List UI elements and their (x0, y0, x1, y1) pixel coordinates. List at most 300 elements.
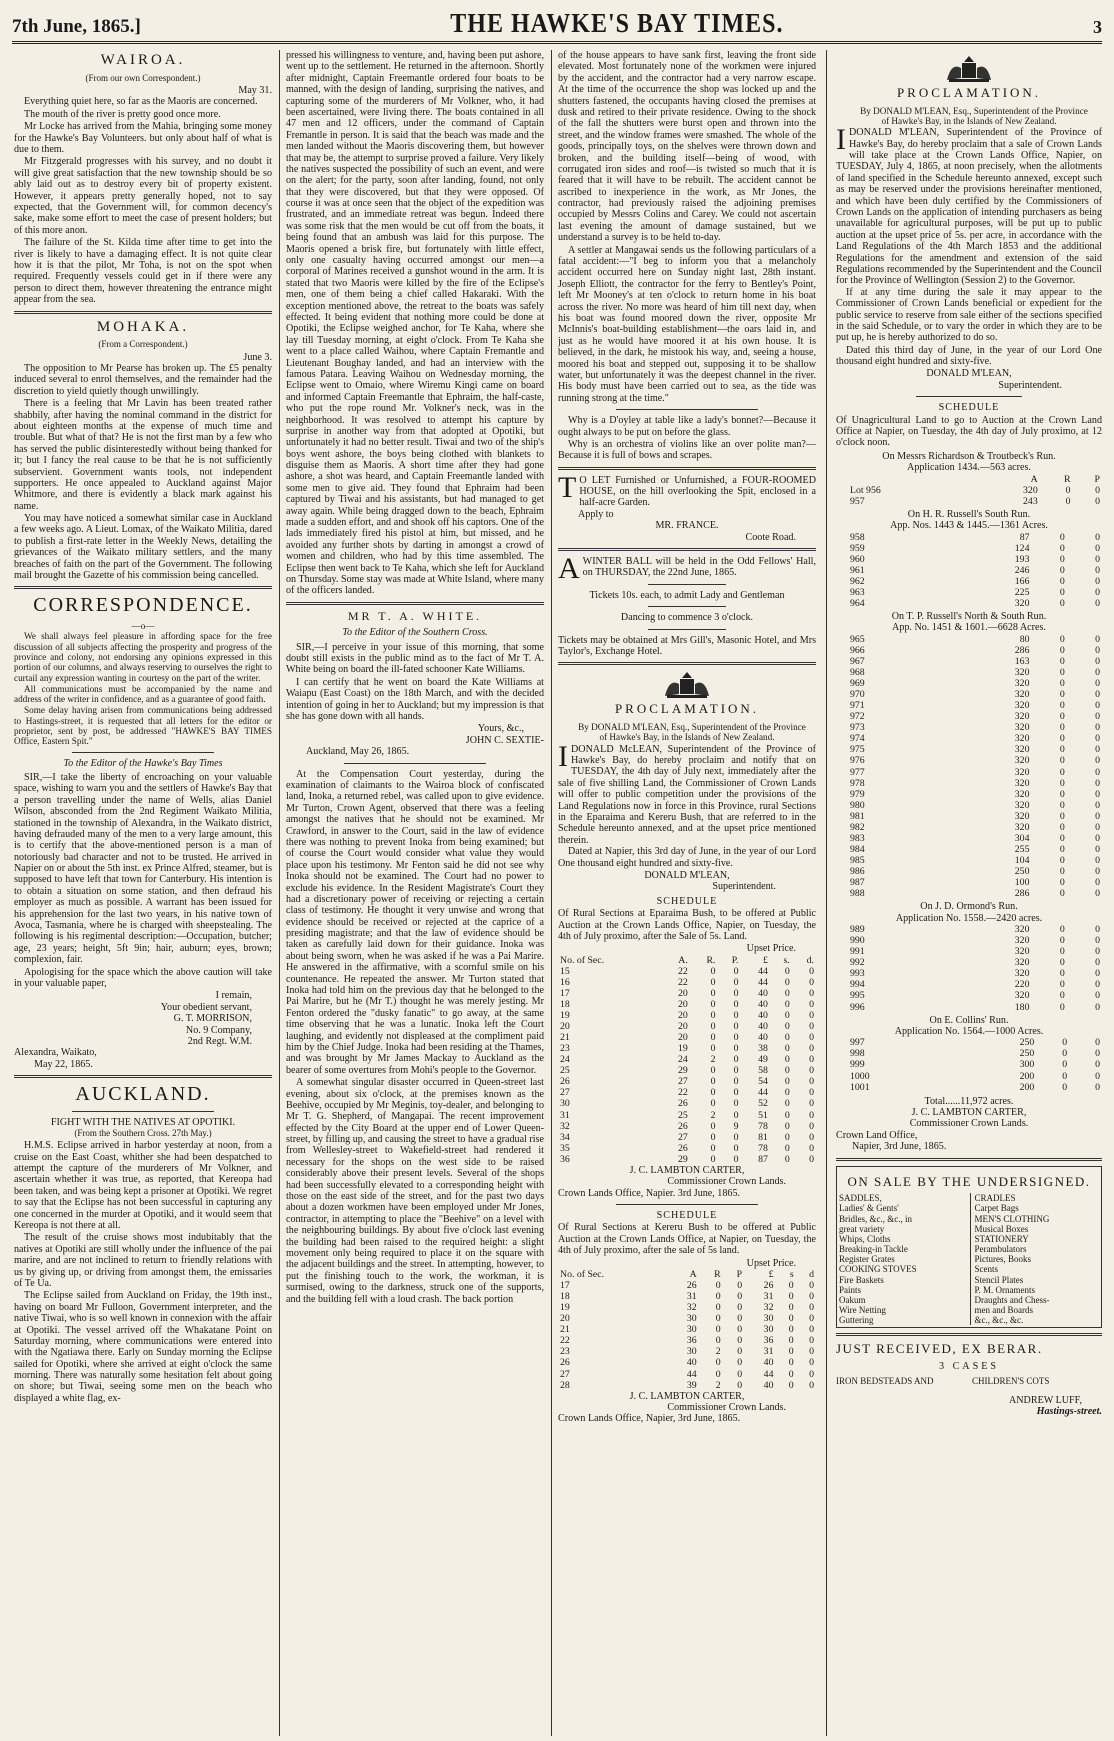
table-cell: 320 (1014, 946, 1030, 958)
fight-heading: FIGHT WITH THE NATIVES AT OPOTIKI. (50, 1116, 236, 1128)
table-cell: 0 (1059, 935, 1065, 947)
divider (616, 409, 758, 410)
table-cell: 40 (758, 987, 768, 999)
table-cell: 0 (710, 965, 716, 977)
table-cell: 26 (678, 1098, 688, 1110)
table-row (558, 1043, 816, 1054)
table-cell: 19 (560, 1009, 570, 1021)
table-cell: 28 (560, 1379, 570, 1391)
table-cell: 0 (784, 1098, 790, 1110)
table-cell: 0 (1059, 777, 1065, 789)
table-cell: 0 (1059, 877, 1065, 889)
white-date: Auckland, May 26, 1865. (306, 746, 410, 758)
signoff-line: Your obedient servant, (160, 1001, 252, 1013)
table-cell: 0 (1095, 924, 1100, 936)
table-cell: 0 (809, 976, 814, 988)
table-cell: 24 (678, 1054, 688, 1066)
table-cell: 26 (763, 1280, 774, 1292)
table-row (836, 957, 1102, 968)
table-cell: 0 (809, 1142, 814, 1154)
column-4 (836, 50, 1102, 1736)
column-header: No. of Sec. (560, 1268, 605, 1280)
table-cell: 225 (1014, 586, 1030, 598)
table-cell: 36 (686, 1335, 697, 1347)
drop-capital: I (836, 123, 846, 157)
table-cell: 0 (788, 1346, 794, 1358)
divider (836, 1333, 1102, 1336)
table-cell: 36 (560, 1153, 570, 1165)
table-cell: 30 (763, 1313, 774, 1325)
table-row (558, 1065, 816, 1076)
run-lots-table (836, 924, 1102, 1013)
run-lots-table (836, 474, 1102, 507)
table-cell: 250 (1019, 1048, 1035, 1060)
table-cell: 966 (850, 644, 865, 656)
table-cell: 0 (1059, 979, 1065, 991)
table-cell: 0 (1095, 843, 1100, 855)
royal-crest-icon (661, 670, 713, 700)
table-cell: 31 (763, 1291, 774, 1303)
table-row (836, 1082, 1102, 1093)
royal-crest-icon (943, 54, 995, 84)
table-row (836, 789, 1102, 800)
table-cell: 0 (1059, 711, 1065, 723)
table-cell: 2 (715, 1379, 721, 1391)
table-cell: 320 (1014, 924, 1030, 936)
fight-source: (From the Southern Cross. 27th May.) (74, 1128, 212, 1139)
table-row (836, 744, 1102, 755)
advert-apply: Apply to (578, 508, 614, 520)
table-cell: 2 (710, 1109, 716, 1121)
divider (558, 662, 816, 665)
sale-item: Perambulators (974, 1244, 1027, 1255)
column-header: d. (806, 954, 814, 966)
table-cell: 0 (1059, 733, 1065, 745)
run-application: Application 1434.—563 acres. (907, 462, 1031, 474)
table-cell: 166 (1014, 575, 1030, 587)
table-cell: 0 (784, 1076, 790, 1088)
table-cell: 0 (710, 1009, 716, 1021)
paragraph: I can certify that he went on board the Kate Williams at Waiapu (East Coast) on the 18th March, and with the decided intention of going in her to Auckland; but my impression is that she has gone down with all hands. (286, 676, 544, 723)
table-row (836, 778, 1102, 789)
paragraph: Everything quiet here, so far as the Maoris are concerned. (24, 96, 258, 108)
table-cell: 0 (788, 1324, 794, 1336)
table-cell: 0 (737, 1346, 743, 1358)
table-row (558, 1021, 816, 1032)
just-received-advert (836, 1342, 1102, 1417)
table-cell: 0 (784, 1142, 790, 1154)
table-row (558, 1280, 816, 1291)
table-cell: 0 (733, 1076, 739, 1088)
table-cell: 0 (733, 998, 739, 1010)
table-cell: 0 (737, 1324, 743, 1336)
issue-date: 7th June, 1865.] (12, 16, 141, 37)
paragraph: You may have noticed a somewhat similar case in Auckland a few weeks ago. A Lieut. Lomax, of the Waikato Militia, dared to publish a first-rate letter in the Weekly News, detailing the grievances of the Waikato military settlers, and the many breaches of faith on the part of the Government. The following mail brought the Gazette of his commission being cancelled. (14, 513, 272, 582)
table-cell: 0 (733, 1098, 739, 1110)
schedule-signature: J. C. LAMBTON CARTER, (629, 1390, 745, 1402)
table-cell: 0 (1095, 788, 1100, 800)
signoff-line: I remain, (215, 990, 252, 1002)
table-cell: 0 (1059, 531, 1065, 543)
divider (836, 1158, 1102, 1161)
table-row (836, 866, 1102, 877)
schedule-office: Crown Lands Office, Napier. 3rd June, 1865. (558, 1187, 741, 1199)
table-cell: 0 (733, 1087, 739, 1099)
table-cell: 0 (1095, 810, 1100, 822)
table-cell: 40 (758, 998, 768, 1010)
table-row (558, 1087, 816, 1098)
table-cell: 0 (1059, 968, 1065, 980)
table-cell: 0 (1095, 888, 1100, 900)
table-cell: 320 (1014, 722, 1030, 734)
table-cell: 17 (560, 987, 570, 999)
divider (616, 1204, 758, 1205)
sale-item: Draughts and Chess- (974, 1294, 1050, 1305)
paragraph: A settler at Mangawai sends us the following particulars of a fatal accident:—"I beg to inform you that a melancholy accident occurred here on Sunday night last, 28th instant. Joseph Elliott, the contractor for the ferry to Bentley's Point, left Mr Mooney's at ten o'clock to return home in his boat across the river. No more was heard of him till next day, when his boat was found moored down the river, opposite Mr McInnis's boat-building establishment—the oars laid in, and just as he would have moored it at his own house. It is believed, in the dark, he mistook his way, and, seeing a house, moored his boat and stepped out, supposing it to be shallow water, but unfortunately it was the deepest channel in the river. His body must have been carried out to sea, as the tide was running strong at the time." (558, 244, 816, 404)
table-cell: 0 (788, 1357, 794, 1369)
table-cell: 0 (784, 965, 790, 977)
table-cell: 20 (560, 1021, 570, 1033)
column-header: P (736, 1268, 743, 1280)
proclamation-signature: DONALD M'LEAN, (926, 368, 1012, 380)
table-cell: 304 (1014, 832, 1030, 844)
table-cell: 0 (784, 1054, 790, 1066)
table-cell: 0 (1059, 744, 1065, 756)
table-cell: 100 (1014, 877, 1030, 889)
table-cell: 18 (560, 1291, 570, 1303)
winter-ball-advert (558, 552, 816, 657)
table-cell: 963 (850, 586, 865, 598)
table-cell: 962 (850, 575, 865, 587)
table-row (836, 543, 1102, 554)
table-cell: 200 (1019, 1070, 1035, 1082)
table-row (836, 667, 1102, 678)
column-header: d (809, 1268, 814, 1280)
table-cell: 26 (560, 1076, 570, 1088)
table-cell: 19 (678, 1043, 688, 1055)
letter-place: Alexandra, Waikato, (14, 1047, 97, 1059)
table-cell: 320 (1014, 689, 1030, 701)
table-cell: 19 (560, 1302, 570, 1314)
table-row (558, 1313, 816, 1324)
sale-item: great variety (839, 1223, 885, 1234)
table-cell: 0 (715, 1291, 721, 1303)
column-rule (826, 50, 827, 1736)
table-cell: 16 (560, 976, 570, 988)
divider (72, 1111, 214, 1112)
sale-item: Pictures, Books (974, 1254, 1032, 1265)
table-cell: 320 (1014, 744, 1030, 756)
table-cell: 993 (850, 968, 865, 980)
table-cell: 991 (850, 946, 865, 958)
ornament: —o— (131, 621, 155, 632)
signoff-line: No. 9 Company, (185, 1024, 252, 1036)
kereru-schedule-table (558, 1269, 816, 1391)
column-2 (286, 50, 544, 1736)
sale-item: SADDLES, (839, 1193, 882, 1204)
table-cell: 0 (710, 1076, 716, 1088)
divider (14, 1075, 272, 1078)
table-cell: 0 (733, 1131, 739, 1143)
table-cell: 0 (809, 987, 814, 999)
table-row (558, 1357, 816, 1368)
proclamation-heading: PROCLAMATION. (896, 85, 1042, 100)
table-cell: 0 (1095, 968, 1100, 980)
run-name: On Messrs Richardson & Troutbeck's Run. (882, 450, 1056, 462)
table-row (558, 1010, 816, 1021)
table-cell: 23 (560, 1043, 570, 1055)
table-cell: 0 (1095, 700, 1100, 712)
table-cell: 220 (1014, 979, 1030, 991)
table-cell: 51 (758, 1109, 768, 1121)
table-cell: 52 (758, 1098, 768, 1110)
sale-item: P. M. Ornaments (974, 1284, 1035, 1295)
table-cell: 976 (850, 755, 865, 767)
sale-item: Fire Baskets (839, 1274, 884, 1285)
table-row (836, 576, 1102, 587)
table-cell: 983 (850, 832, 865, 844)
table-cell: 87 (1019, 531, 1030, 543)
table-cell: 32 (560, 1120, 570, 1132)
table-cell: 979 (850, 788, 865, 800)
table-row (558, 999, 816, 1010)
table-cell: 104 (1014, 855, 1030, 867)
table-cell: 964 (850, 597, 865, 609)
schedule-office: Crown Land Office, (836, 1129, 918, 1141)
table-cell: 980 (850, 799, 865, 811)
table-cell: 0 (1059, 855, 1065, 867)
table-cell: 965 (850, 633, 865, 645)
table-cell: 0 (1062, 1037, 1068, 1049)
table-cell: 0 (1095, 877, 1100, 889)
table-cell: 40 (763, 1357, 774, 1369)
sale-item: Register Grates (839, 1254, 895, 1265)
table-cell: 54 (758, 1076, 768, 1088)
table-cell: 286 (1014, 888, 1030, 900)
table-cell: 0 (1095, 711, 1100, 723)
table-cell: 0 (1095, 586, 1100, 598)
table-cell: 20 (678, 1021, 688, 1033)
paragraph: The opposition to Mr Pearse has broken up. The £5 penalty induced several to enrol themselves, and the remainder had the discretion to yield quietly though unwillingly. (14, 363, 272, 397)
notice-paragraph: We shall always feel pleasure in affording space for the free discussion of all subjects affecting the prosperity and progress of the province and colony, not endorsing any opinions expressed in this portion of our columns, and always reserving to ourselves the right to curtail any expression wanting in courtesy on the part of the writer. (14, 631, 272, 683)
table-row (836, 634, 1102, 645)
table-cell: 200 (1019, 1081, 1035, 1093)
newspaper-title: THE HAWKE'S BAY TIMES. (450, 8, 784, 39)
table-row (836, 1071, 1102, 1082)
paragraph: SIR,—I perceive in your issue of this morning, that some doubt still exists in the public mind as to the fact of Mr T. A. White being on board the ill-fated schooner Kate Williams. (286, 641, 544, 676)
table-cell: 0 (1095, 564, 1100, 576)
table-row (558, 1132, 816, 1143)
table-cell: 0 (710, 987, 716, 999)
sale-item: COOKING STOVES (839, 1264, 917, 1275)
table-cell: 1000 (850, 1070, 870, 1082)
table-cell: 0 (1059, 888, 1065, 900)
table-row (836, 877, 1102, 888)
table-cell: 87 (758, 1153, 768, 1165)
on-sale-heading: ON SALE BY THE UNDERSIGNED. (847, 1173, 1091, 1189)
table-cell: 0 (710, 1098, 716, 1110)
table-cell: 0 (1095, 722, 1100, 734)
table-row (836, 656, 1102, 667)
table-cell: 24 (560, 1054, 570, 1066)
column-3 (558, 50, 816, 1736)
table-row (836, 1059, 1102, 1070)
table-cell: 0 (733, 965, 739, 977)
table-cell: 0 (1095, 957, 1100, 969)
table-cell: 958 (850, 531, 865, 543)
schedule-heading: SCHEDULE (938, 402, 1000, 414)
table-cell: 0 (784, 1009, 790, 1021)
table-cell: 0 (1095, 531, 1100, 543)
table-cell: 0 (1095, 766, 1100, 778)
table-cell: 320 (1014, 711, 1030, 723)
paragraph: SIR,—I take the liberty of encroaching on your valuable space, wishing to warn you and the settlers of Hawke's Bay that a person travelling under the name of Wells, alias Daniel Wilson, absconded from the 2nd Regiment Waikato Militia, stationed in the township of Alexandra, in the Waikato district, having defrauded many of the men to a very large amount, this is to certify that the above-mentioned person is a man of notoriously bad character and not to be trusted. He arrived in Napier on or about the 5th inst. ex Prince Alfred, steamer, but is supposed to have left that town for Canterbury. His intention is to obtain a situation on some station, and then defraud his employer as much as possible. A warrant has been issued for his apprehension for the last two years, in his native town of Avoca, Tasmania, where he is charged with sheepstealing. The following is his regimental description:—Occupation, butcher; age, 23 years; height, 5ft 9in; hair, auburn; eyes, brown; complexion, fair. (14, 771, 272, 966)
table-cell: 0 (1059, 553, 1065, 565)
table-cell: 0 (1059, 597, 1065, 609)
table-cell: 0 (1095, 689, 1100, 701)
table-cell: 0 (1059, 722, 1065, 734)
table-row (836, 924, 1102, 935)
paragraph: The failure of the St. Kilda time after time to get into the river is likely to have a damaging effect. It is not quite clear how it is that the pilot, Mr Toha, is not on the spot when required. Frequently vessels could get in if there were any person to direct them, however threatening the entrance might appear from the sea. (14, 237, 272, 306)
table-cell: 0 (809, 998, 814, 1010)
table-cell: 0 (1059, 1001, 1065, 1013)
table-cell: 0 (1095, 821, 1100, 833)
proclamation-dated: Dated this third day of June, in the year of our Lord One thousand eight hundred and sixty-five. (836, 344, 1102, 368)
table-cell: 997 (850, 1037, 865, 1049)
table-cell: 0 (1095, 866, 1100, 878)
paragraph: If at any time during the sale it may appear to the Commissioner of Crown Lands beneficial or expedient for the public service to reserve from sale either of the sections specified in the said Schedule, or to vary the order in which they are to be put up, he is hereby authorized to do so. (836, 286, 1102, 344)
table-cell: 0 (809, 1065, 814, 1077)
column-header: £ (762, 954, 768, 966)
divider (558, 548, 816, 551)
table-cell: 0 (1095, 832, 1100, 844)
drop-capital: A (558, 552, 580, 586)
mohaka-date: June 3. (243, 351, 272, 363)
proclamation-title: Superintendent. (998, 379, 1062, 391)
table-cell: 44 (763, 1368, 774, 1380)
table-cell: 0 (809, 1043, 814, 1055)
schedule-description: Of Rural Sections at Eparaima Bush, to be offered at Public Auction at the Crown Lands Office, Napier, on Tuesday, the 4th of July proximo, after the Sale of 5s. Land. (558, 908, 816, 942)
table-cell: 0 (710, 1153, 716, 1165)
table-cell: 0 (1095, 1081, 1100, 1093)
table-cell: 0 (733, 1021, 739, 1033)
table-cell: 0 (1059, 655, 1065, 667)
table-cell: 0 (1095, 1048, 1100, 1060)
table-cell: 0 (809, 1368, 814, 1380)
letter-date: May 22, 1865. (34, 1058, 93, 1070)
table-cell: 999 (850, 1059, 865, 1071)
table-cell: 31 (763, 1346, 774, 1358)
table-cell: 0 (737, 1302, 743, 1314)
table-cell: 0 (809, 1021, 814, 1033)
schedule-title: Commissioner Crown Lands. (909, 1118, 1029, 1130)
sale-item: Bridles, &c., &c., in (839, 1213, 912, 1224)
drop-capital: T (558, 470, 577, 504)
table-cell: 0 (784, 987, 790, 999)
table-cell: 20 (560, 1313, 570, 1325)
table-row (836, 1002, 1102, 1013)
table-cell: 0 (788, 1368, 794, 1380)
table-cell: 1001 (850, 1081, 870, 1093)
sale-item: MEN'S CLOTHING (974, 1213, 1050, 1224)
table-cell: 22 (678, 965, 688, 977)
table-cell: 0 (1059, 575, 1065, 587)
table-cell: 973 (850, 722, 865, 734)
schedule-total: Total......11,972 acres. (924, 1095, 1014, 1107)
table-cell: 320 (1014, 597, 1030, 609)
table-cell: 0 (733, 976, 739, 988)
run-application: App. No. 1451 & 1601.—6628 Acres. (892, 622, 1046, 634)
table-cell: 0 (784, 1087, 790, 1099)
table-cell: 967 (850, 655, 865, 667)
table-cell: 320 (1014, 777, 1030, 789)
table-cell: 58 (758, 1065, 768, 1077)
table-cell: 0 (1095, 799, 1100, 811)
table-cell: 970 (850, 689, 865, 701)
schedule-title: Commissioner Crown Lands. (667, 1402, 786, 1414)
received-cases: 3 CASES (939, 1361, 999, 1373)
table-cell: 0 (809, 1009, 814, 1021)
table-row (836, 755, 1102, 766)
advert-text: O LET Furnished or Unfurnished, a FOUR-ROOMED HOUSE, on the hill overlooking the Spit, enclosed in a half-acre Garden. (579, 474, 816, 509)
table-row (558, 1121, 816, 1132)
table-cell: 0 (710, 1142, 716, 1154)
table-cell: 0 (1059, 924, 1065, 936)
table-cell: 78 (758, 1142, 768, 1154)
table-cell: 9 (733, 1120, 739, 1132)
paragraph: Mr Locke has arrived from the Mahia, bringing some money for the Hawke's Bay Volunteers. but only about half of what is due to them. (14, 121, 272, 156)
divider (344, 763, 486, 764)
table-row (836, 485, 1102, 496)
table-cell: 20 (678, 998, 688, 1010)
table-cell: 0 (784, 1131, 790, 1143)
table-cell: 44 (686, 1368, 697, 1380)
schedule-office-date: Napier, 3rd June, 1865. (852, 1141, 947, 1153)
paragraph: A somewhat singular disaster occurred in Queen-street last evening, about six o'clock, at the premises known as the Beehive, occupied by Mr Meginis, toy-dealer, and belonging to Mr T. G. Shepherd, of Mangapai. The recent improvement effected by the City Board at the upper end of Lower Queen-street, by filling up, and causing the street to have a gradual rise from Wellesley-street to Wakefield-street had rendered it necessary for the shops on the west side to be raised considerably above their present levels. Several of the shops had been successfully elevated to a corresponding height with those on the east side of the street, and for the past two days about a dozen workmen have been employed under Mr Jones, contractor, in attempting to place the "Beehive" on a level with the neighbouring buildings. By about five o'clock last evening the building had been raised to the required height: a slight movement only being required to place it on the square with the adjacent buildings and the street. In attempting, however, to put the finishing touch to the work, the workman, it is surmised, owing to the darkness, struck one of the supports, and the building fell with a loud crash. The back portion (286, 1077, 544, 1305)
table-cell: 180 (1014, 1001, 1030, 1013)
sale-item: CRADLES (974, 1193, 1016, 1204)
table-cell: 0 (809, 1153, 814, 1165)
table-cell: 0 (1095, 644, 1100, 656)
paragraph: of the house appears to have sank first, leaving the front side elevated. Most fortunately none of the workmen were injured by the accident, and the contractor had a very narrow escape. At the time of the occurrence the shop was locked up and the shutters fastened, the occupants having closed the premises at dusk and retired to their private residence. Owing to the shock of the fall the shutters were burst open and thrown into the street, and the window frames were smashed. The whole of the goods, principally toys, on the shelves were thrown down and broken, and the building itself—being of wood, with corrugated iron sides and roof—is twisted so much that it is feared that it will have to be rebuilt. The accident cannot be ascribed to inexperience in the work, as Mr Jones, the contractor, had previously raised the adjoining premises occupied by Messrs Colins and Carey. We could not ascertain last evening the amount of damage sustained, but we understand a survey is to be held to-day. (558, 50, 816, 244)
table-cell: 0 (733, 1009, 739, 1021)
table-cell: 974 (850, 733, 865, 745)
paragraph: H.M.S. Eclipse arrived in harbor yesterday at noon, from a cruise on the East Coast, whither she had been despatched to attempt the capture of the murderers of Mr Volkner, and ascertain whether it was true, as reported, that Kereopa had been taken, and was being kept a prisoner at Opotiki. We regret to say that the Eclipse has not been successful in capturing any one concerned in the murder at Opotiki, and it would seem that Kereopa is not there at all. (14, 1140, 272, 1231)
sale-item: Ladies' & Gents' (839, 1203, 899, 1214)
table-cell: 0 (737, 1291, 743, 1303)
table-cell: 996 (850, 1001, 865, 1013)
ball-tickets: Tickets 10s. each, to admit Lady and Gentleman (589, 589, 785, 601)
table-cell: 987 (850, 877, 865, 889)
table-cell: 0 (784, 1109, 790, 1121)
on-sale-columns (839, 1193, 1099, 1325)
table-cell: 0 (1062, 1081, 1068, 1093)
table-cell: 0 (1059, 755, 1065, 767)
runs-schedule (836, 451, 1102, 1093)
table-cell: 0 (1059, 564, 1065, 576)
proclamation-dated: Dated at Napier, this 3rd day of June, in the year of our Lord One thousand eight hundred and sixty-five. (558, 846, 816, 869)
paragraph: Why is an orchestra of violins like an over polite man?—Because it is full of bows and scrapes. (558, 438, 816, 462)
divider (286, 602, 544, 605)
table-row (558, 988, 816, 999)
table-cell: 0 (733, 1153, 739, 1165)
table-cell: 0 (809, 1032, 814, 1044)
table-cell: 0 (710, 1131, 716, 1143)
correspondence-heading: CORRESPONDENCE. (33, 594, 253, 617)
table-cell: 25 (560, 1065, 570, 1077)
table-cell: 320 (1014, 700, 1030, 712)
table-cell: 0 (1059, 832, 1065, 844)
